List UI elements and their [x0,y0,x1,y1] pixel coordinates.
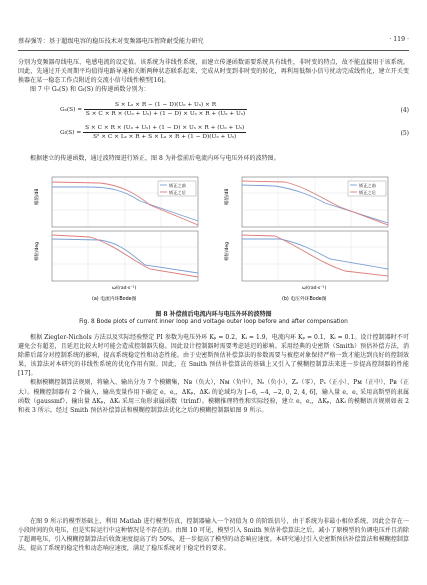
bode-panel-b [220,173,392,305]
equation-5-numerator: S × C × R × (Uₒ + Uₛ) + (1 − D) × Uₛ × R + (Uₒ + Uₛ) [85,125,245,131]
equation-5-denominator: S² × C × Lₛ × R + S × Lₛ × R + (1 − D)(Uₒ + Uₛ) [93,134,237,140]
equation-5-lhs: Gₗ(S) = [60,130,82,136]
ylabel-bottom-b: 相位/deg [225,242,230,261]
figure-8 [30,173,400,305]
equation-5 [60,124,246,141]
equation-4-numerator: S × Lₛ × R − (1 − D)(Uₒ + Uₛ) × R [84,101,247,110]
running-header [18,36,409,51]
header-title: 蔡春强等：基于超级电容的稳压技术对变频器电压暂降耐受能力研究 [18,38,204,45]
paragraph-3-text: 在图 9 所示的模型基础上，利用 Matlab 进行模型仿真，控制器输入一个初值为 0 的阶跃信号，由于系统为非最小相位系统，因此会存在一小段时间的负电压，但是实际运行中这种情况是不存在的。由图 10 可见，模型引入 Smith 预估补偿算法之后，减小了原模型的负调电压并且消除了超调电压，引入模糊控制算法后收敛速度提高了约 50%，进一步提高了模型的动态响应速度。本研究通过引入史密斯预估补偿算法和模糊控制算法，提高了系统的稳定性和动态响应速度，满足了稳压系统对于稳定性的要求。 [18,518,409,553]
bode-plot-a [30,173,202,305]
ylabel-top-b: 幅值/dB [225,188,230,205]
figure-caption-en: Fig. 8 Bode plots of current inner loop and voltage outer loop before and after compensation [79,319,348,325]
equation-5-number: (5) [400,130,409,137]
paragraph-2 [18,333,409,415]
caption-a: (a) 电流内环Bode图 [92,297,137,302]
ylabel-top-a: 幅值/dB [35,188,40,205]
paragraph-1b-text: 图 7 中 Gₒ(S) 和 Gₗ(S) 的传递函数分别为： [30,86,150,94]
equation-4-number: (4) [400,107,409,114]
legend-a-before: 矫正之前 [169,183,186,188]
paragraph-2-text: 根据 Ziegler-Nichols 方法以及实际经验整定 PI 参数为电压外环 Kₚ = 0.2，Kᵢ = 1.9，电流内环 Kₚ = 0.1，Kᵢ = 0.1。设计控制器时不可避免会有超差，且延迟比较大时可能会造成控制器失稳。因此设计控制器时需要考虑延迟的影响。采用经典的史密斯（Smith）预估补偿方法，消除滞后部分对控制系统的影响，提高系统稳定性和动态性能。由于史密斯预估补偿算法的参数需要与被控对象保持严格一致才能达到良好的控制效果，该算法对本研究的非线性系统的优化作用有限。因此，在 Smith 预估补偿算法的基础上又引入了模糊控制算法来进一步提高控制器的性能[17]。 [18,334,409,378]
paragraph-1c-text: 根据建立的传递函数，通过波特图进行矫正，图 8 为补偿前后电流内环与电压外环的波特图。 [30,155,280,162]
xlabel-a: ω/(rad·s⁻¹) [112,286,137,291]
paragraph-1 [18,58,409,94]
legend-b-before: 矫正之前 [359,183,376,188]
paragraph-3 [18,517,409,553]
page-number: · 119 · [389,36,409,43]
bode-plot-b [220,173,392,305]
ylabel-bottom-a: 相位/deg [35,242,40,261]
legend-b-after: 矫正之后 [359,190,376,195]
caption-b: (b) 电压外环Bode图 [282,297,327,302]
paragraph-1-text: 分别为变频器母线电压、电感电流的设定值。该系统为非线性系统，而建立传递函数需要系统具有线性，非时变的特点，故不能直接用于该系统。因此，先通过开关周期平均值得电路导通和关断两种状态联系起来，完成从时变到非时变的转化，再利用低频小信号扰动完成线性化，建立开关变换器在某一稳态工作点附近的交流小信号线性模型[16]。 [18,59,409,85]
bode-panel-a [30,173,202,305]
paragraph-2b-text: 根据模糊控制算法规则，将输入、输出分为 7 个模糊集，Nʙ（负大），Nᴍ（负中），Nₛ（负小），Zₒ（零），Pₛ（正小），Pᴍ（正中），Pʙ（正大）。模糊控制器有 2 个输入，输出变量作用下确定 e，e꜀，ΔKₚ，ΔKᵢ 的论域均为 [−6, −4, −2, 0, 2, 4, 6]，输入量 e，e꜀ 采用高斯型的隶属函数（gaussmf），输出量 ΔKₚ，ΔKᵢ 采用三角形隶属函数（trimf）。模糊推理特性和实际经验，建立 e，e꜀，ΔKₚ，ΔKᵢ 的模糊语言规则如表 2 和表 3 所示。经过 Smith 预估补偿算法和模糊控制算法优化之后的模糊控制器如图 9 所示。 [18,379,409,414]
equation-4-denominator: S × C × R × (Uₒ + Uₛ) + (1 − D) × Uₛ × R + (Uₒ + Uₛ) [85,111,246,117]
paragraph-1c [18,154,409,163]
legend-a-after: 矫正之后 [169,190,186,195]
equation-4-lhs: Gₒ(S) = [60,107,83,113]
equation-4 [60,101,247,118]
xlabel-b: ω/(rad·s⁻¹) [302,286,327,291]
figure-caption-cn: 图 8 补偿前后电流内环与电压外环的波特图 [155,311,272,318]
